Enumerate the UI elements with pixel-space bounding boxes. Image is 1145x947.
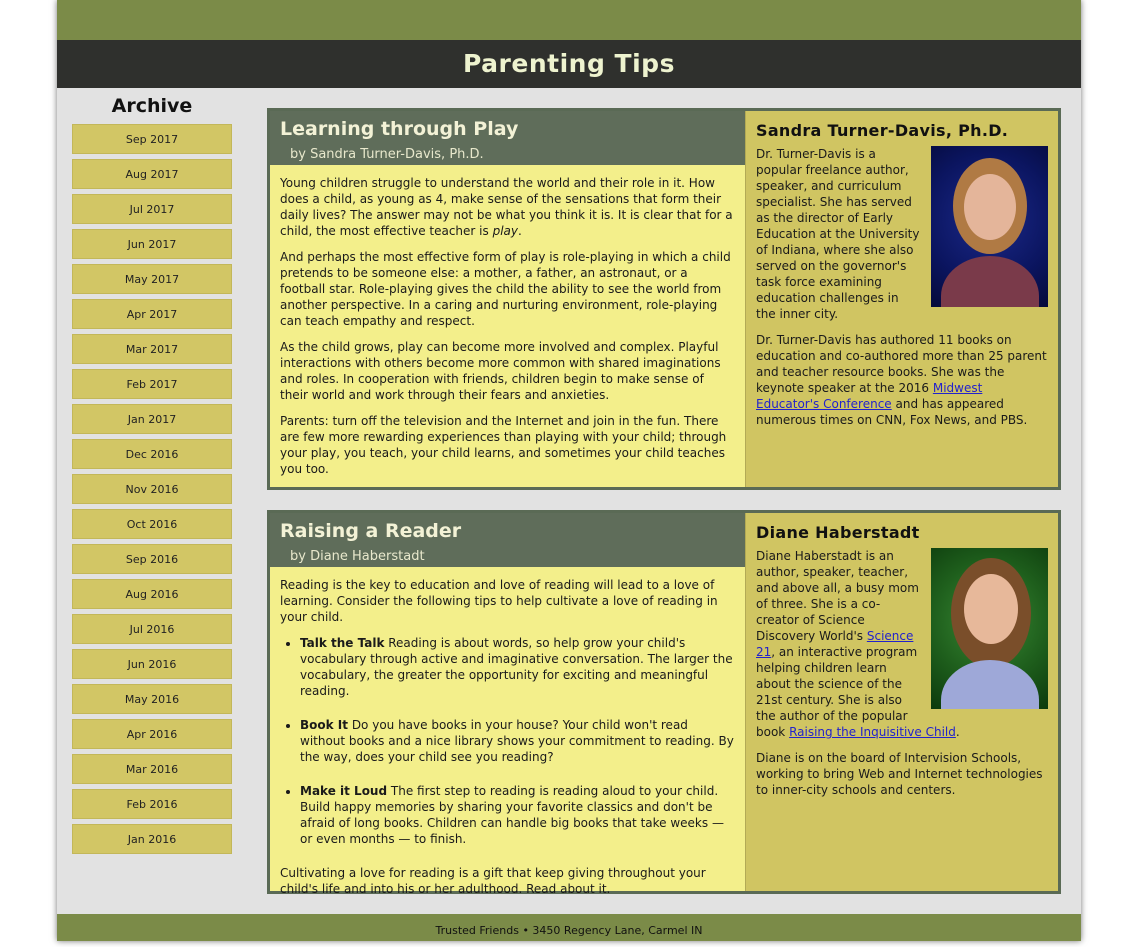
tip-label: Talk the Talk xyxy=(300,636,385,650)
tip-label: Make it Loud xyxy=(300,784,388,798)
archive-link[interactable]: May 2016 xyxy=(72,684,232,714)
site-title: Parenting Tips xyxy=(463,49,675,78)
archive-link[interactable]: Sep 2017 xyxy=(72,124,232,154)
article-header xyxy=(270,513,745,567)
tip-item xyxy=(300,783,735,847)
archive-link[interactable]: Jan 2017 xyxy=(72,404,232,434)
author-photo xyxy=(931,548,1048,709)
text-span: , an interactive program helping children learn about the science of the 21st century. She is also the author of the popular book xyxy=(756,645,918,739)
archive-link[interactable]: Feb 2016 xyxy=(72,789,232,819)
tip-text: Reading is about words, so help grow your child's vocabulary through active and imaginative conversation. The larger the vocabulary, the greater the opportunity for exciting and meaningful reading. xyxy=(300,636,733,698)
tip-item xyxy=(300,635,735,699)
archive-link[interactable]: Nov 2016 xyxy=(72,474,232,504)
article-paragraph: Reading is the key to education and love of reading will lead to a love of learning. Consider the following tips to help cultivate a love of reading in your child. xyxy=(280,578,718,624)
author-name: Sandra Turner-Davis, Ph.D. xyxy=(756,121,1009,140)
text-span: and has appeared numerous times on CNN, Fox News, and PBS. xyxy=(756,397,1028,427)
author-name: Diane Haberstadt xyxy=(756,523,920,542)
book-link[interactable]: Raising the Inquisitive Child xyxy=(789,725,956,739)
archive-link[interactable]: Jul 2017 xyxy=(72,194,232,224)
tip-item xyxy=(300,717,735,765)
archive-link[interactable]: Jun 2017 xyxy=(72,229,232,259)
archive-link[interactable]: Aug 2017 xyxy=(72,159,232,189)
archive-link[interactable]: Oct 2016 xyxy=(72,509,232,539)
author-bio xyxy=(745,513,1058,891)
archive-link[interactable]: Feb 2017 xyxy=(72,369,232,399)
article-byline: by Diane Haberstadt xyxy=(290,549,425,564)
article-learning-through-play xyxy=(267,108,1061,490)
archive-link[interactable]: May 2017 xyxy=(72,264,232,294)
article-paragraph: Parents: turn off the television and the Internet and join in the fun. There are few more rewarding experiences than playing with your child; through your play, you teach, your child learns, and sometimes your child teaches you too. xyxy=(280,414,727,476)
archive-link[interactable]: Aug 2016 xyxy=(72,579,232,609)
science-21-link[interactable]: Science 21 xyxy=(756,629,914,659)
conference-link[interactable]: Midwest Educator's Conference xyxy=(756,381,983,411)
top-banner xyxy=(57,0,1081,40)
article-title: Learning through Play xyxy=(280,118,519,140)
shoulders-shape xyxy=(941,256,1039,307)
emphasis-text: play xyxy=(492,224,518,238)
text-span: . xyxy=(517,224,522,238)
article-header xyxy=(270,111,745,165)
article-paragraph: And perhaps the most effective form of play is role-playing in which a child pretends to be someone else: a mother, a father, an astronaut, or a football star. Role-playing gives the child the ability to see the world from another perspective. In a caring and nurturing environment, role-playing can teach empathy and respect. xyxy=(280,250,731,328)
archive-link[interactable]: Mar 2017 xyxy=(72,334,232,364)
tip-text: Do you have books in your house? Your child won't read without books and a nice library shows your commitment to reading. By the way, does your child see you reading? xyxy=(300,718,734,764)
article-paragraph xyxy=(280,175,735,239)
article-byline: by Sandra Turner-Davis, Ph.D. xyxy=(290,147,484,162)
face-shape xyxy=(964,174,1016,240)
archive-link[interactable]: Jan 2016 xyxy=(72,824,232,854)
archive-list xyxy=(72,124,232,854)
archive-link[interactable]: Mar 2016 xyxy=(72,754,232,784)
face-shape xyxy=(964,574,1018,644)
bio-paragraph: Dr. Turner-Davis is a popular freelance author, speaker, and curriculum specialist. She has served as the director of Early Education at the University of Indiana, where she also served on the governor's task force examining education challenges in the inner city. xyxy=(756,147,920,321)
tips-list xyxy=(280,635,735,847)
site-header xyxy=(57,40,1081,88)
article-body xyxy=(270,165,745,487)
archive-link[interactable]: Sep 2016 xyxy=(72,544,232,574)
tip-text: The first step to reading is reading aloud to your child. Build happy memories by sharing your favorite classics and don't be afraid of long books. Children can handle big books that take weeks — or even months — to finish. xyxy=(300,784,724,846)
text-span: Dr. Turner-Davis has authored 11 books on education and co-authored more than 25 parent and teacher resource books. She was the keynote speaker at the 2016 xyxy=(756,333,1047,395)
archive-link[interactable]: Apr 2017 xyxy=(72,299,232,329)
text-span: Young children struggle to understand the world and their role in it. How does a child, as young as 4, make sense of the sensations that form their daily lives? The answer may not be what you think it is. It is clear that for a child, the most effective teacher is xyxy=(280,176,733,238)
archive-link[interactable]: Apr 2016 xyxy=(72,719,232,749)
footer-text: Trusted Friends • 3450 Regency Lane, Carmel IN xyxy=(435,924,703,937)
author-photo xyxy=(931,146,1048,307)
text-span: . xyxy=(955,725,960,739)
archive-heading: Archive xyxy=(111,95,193,117)
tip-label: Book It xyxy=(300,718,348,732)
site-footer xyxy=(57,914,1081,941)
author-bio xyxy=(745,111,1058,487)
page-container xyxy=(57,0,1081,941)
bio-paragraph xyxy=(756,332,1048,428)
archive-link[interactable]: Jun 2016 xyxy=(72,649,232,679)
archive-link[interactable]: Jul 2016 xyxy=(72,614,232,644)
bio-paragraph: Diane is on the board of Intervision Schools, working to bring Web and Internet technologies to inner-city schools and centers. xyxy=(756,751,1043,797)
article-paragraph: As the child grows, play can become more involved and complex. Playful interactions with others become more common with shared imaginations and roles. In cooperation with friends, children begin to make sense of their world and work through their fears and anxieties. xyxy=(280,340,721,402)
shoulders-shape xyxy=(941,660,1039,709)
archive-link[interactable]: Dec 2016 xyxy=(72,439,232,469)
article-paragraph: Cultivating a love for reading is a gift that keep giving throughout your child's life and into his or her adulthood. Read about it. xyxy=(280,866,706,896)
archive-sidebar xyxy=(72,88,232,859)
article-raising-a-reader xyxy=(267,510,1061,894)
article-body xyxy=(270,567,745,896)
article-title: Raising a Reader xyxy=(280,520,462,542)
text-span: Diane Haberstadt is an author, speaker, teacher, and above all, a busy mom of three. She is a co-creator of Science Discovery World's xyxy=(756,549,919,643)
